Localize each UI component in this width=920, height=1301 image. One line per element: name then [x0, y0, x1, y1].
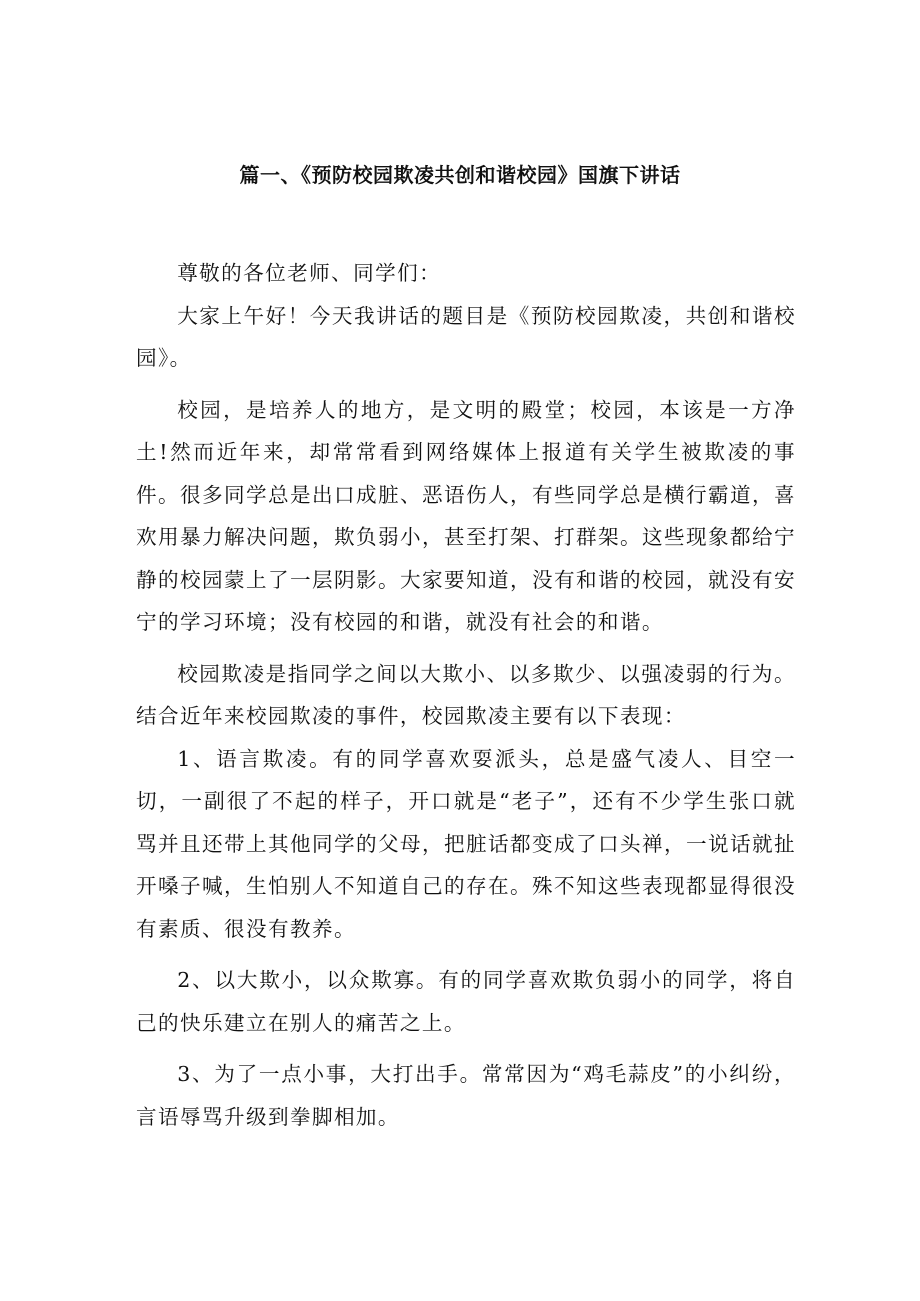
campus-paragraph: 校园，是培养人的地方，是文明的殿堂；校园，本该是一方净土!然而近年来，却常常看到网络媒体上报道有关学生被欺凌的事件。很多同学总是出口成脏、恶语伤人，有些同学总是横行霸道，喜欢用暴力解决问题，欺负弱小，甚至打架、打群架。这些现象都给宁静的校园蒙上了一层阴影。大家要知道，没有和谐的校园，就没有安宁的学习环境；没有校园的和谐，就没有社会的和谐。: [136, 397, 796, 634]
point-3-paragraph: 3、为了一点小事，大打出手。常常因为“鸡毛蒜皮”的小纠纷，言语辱骂升级到拳脚相加。: [136, 1062, 796, 1129]
document-title: 篇一、《预防校园欺凌共创和谐校园》国旗下讲话: [239, 163, 681, 187]
definition-paragraph: 校园欺凌是指同学之间以大欺小、以多欺少、以强凌弱的行为。结合近年来校园欺凌的事件，校园欺凌主要有以下表现：: [136, 661, 796, 728]
salutation-paragraph: 尊敬的各位老师、同学们：: [177, 261, 442, 285]
greeting-paragraph: 大家上午好！今天我讲话的题目是《预防校园欺凌，共创和谐校园》。: [136, 303, 796, 370]
point-2-paragraph: 2、以大欺小，以众欺寡。有的同学喜欢欺负弱小的同学，将自己的快乐建立在别人的痛苦之上。: [136, 968, 796, 1035]
point-1-paragraph: 1、语言欺凌。有的同学喜欢耍派头，总是盛气凌人、目空一切，一副很了不起的样子，开口就是“老子”，还有不少学生张口就骂并且还带上其他同学的父母，把脏话都变成了口头禅，一说话就扯开嗓子喊，生怕别人不知道自己的存在。殊不知这些表现都显得很没有素质、很没有教养。: [136, 746, 796, 941]
document-body: [136, 252, 796, 1138]
